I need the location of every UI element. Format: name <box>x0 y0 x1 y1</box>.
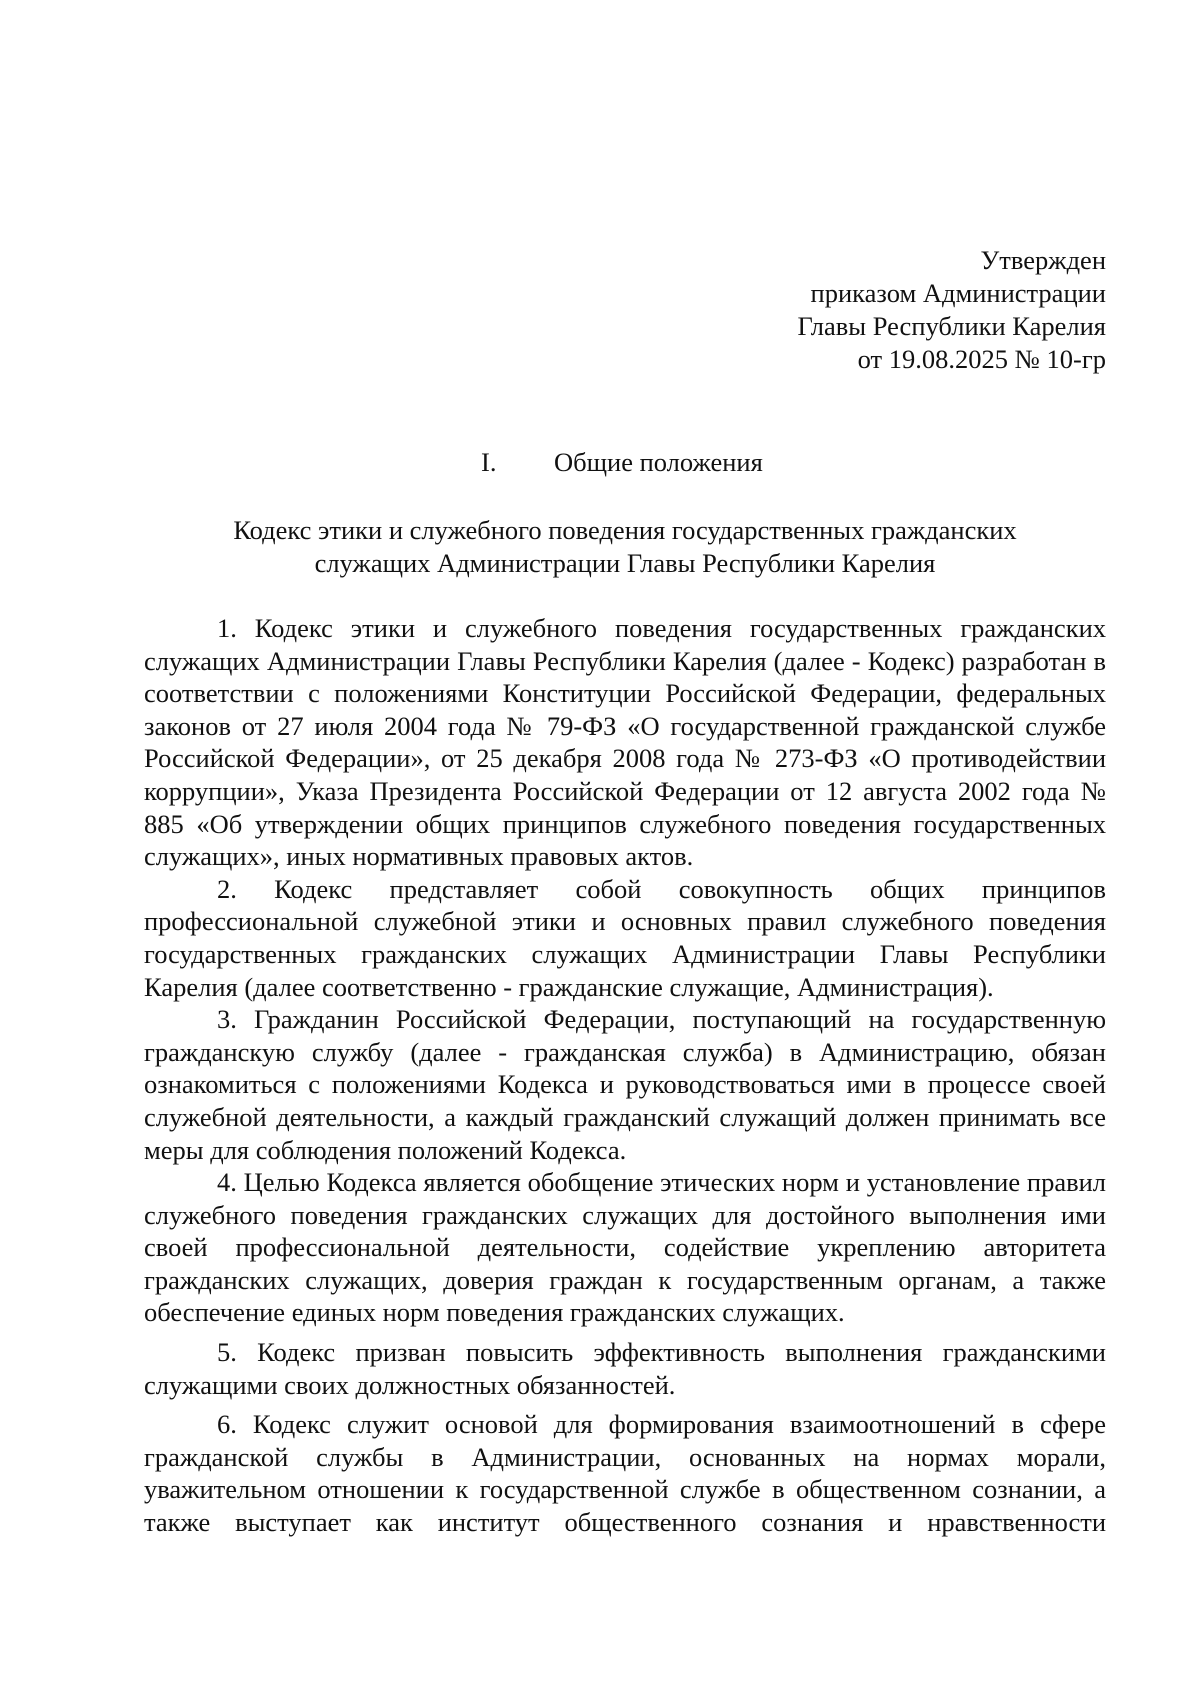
paragraph-1: 1. Кодекс этики и служебного поведения государственных гражданских служащих Администрации Главы Республики Карелия (далее - Кодекс) разработан в соответствии с положениями Конституции Российской Федерации, федеральных законов от 27 июля 2004 года № 79-ФЗ «О государственной гражданской службе Российской Федерации», от 25 декабря 2008 года № 273-ФЗ «О противодействии коррупции», Указа Президента Российской Федерации от 12 августа 2002 года № 885 «Об утверждении общих принципов служебного поведения государственных служащих», иных нормативных правовых актов. <box>144 613 1106 872</box>
approval-line-order: приказом Администрации <box>810 278 1106 308</box>
approval-line-approved: Утвержден <box>980 245 1106 275</box>
section-number: I. <box>481 447 497 477</box>
paragraph-4: 4. Целью Кодекса является обобщение этических норм и установление правил служебного поведения гражданских служащих для достойного выполнения ими своей профессиональной деятельности, содействие укреплению авторитета гражданских служащих, доверия граждан к государственным органам, а также обеспечение единых норм поведения гражданских служащих. <box>144 1167 1106 1328</box>
section-title: Общие положения <box>554 447 763 477</box>
paragraph-3: 3. Гражданин Российской Федерации, поступающий на государственную гражданскую службу (далее - гражданская служба) в Администрацию, обязан ознакомиться с положениями Кодекса и руководствоваться ими в процессе своей служебной деятельности, а каждый гражданский служащий должен принимать все меры для соблюдения положений Кодекса. <box>144 1004 1106 1165</box>
code-title-line-1: Кодекс этики и служебного поведения государственных гражданских <box>233 515 1017 545</box>
approval-stamp <box>586 244 1106 376</box>
paragraph-5: 5. Кодекс призван повысить эффективность выполнения гражданскими служащими своих должностных обязанностей. <box>144 1337 1106 1400</box>
paragraph-6: 6. Кодекс служит основой для формирования взаимоотношений в сфере гражданской службы в Администрации, основанных на нормах морали, уважительном отношении к государственной службе в общественном сознании, а также выступает как институт общественного сознания и нравственности <box>144 1409 1106 1538</box>
code-title-line-2: служащих Администрации Главы Республики Карелия <box>314 548 936 578</box>
paragraph-2: 2. Кодекс представляет собой совокупность общих принципов профессиональной служебной этики и основных правил служебного поведения государственных гражданских служащих Администрации Главы Республики Карелия (далее соответственно - гражданские служащие, Администрация). <box>144 873 1106 1002</box>
approval-line-head: Главы Республики Карелия <box>797 311 1106 341</box>
code-title <box>144 514 1106 580</box>
approval-line-date: от 19.08.2025 № 10-гр <box>857 344 1106 374</box>
document-body <box>144 612 1106 1539</box>
